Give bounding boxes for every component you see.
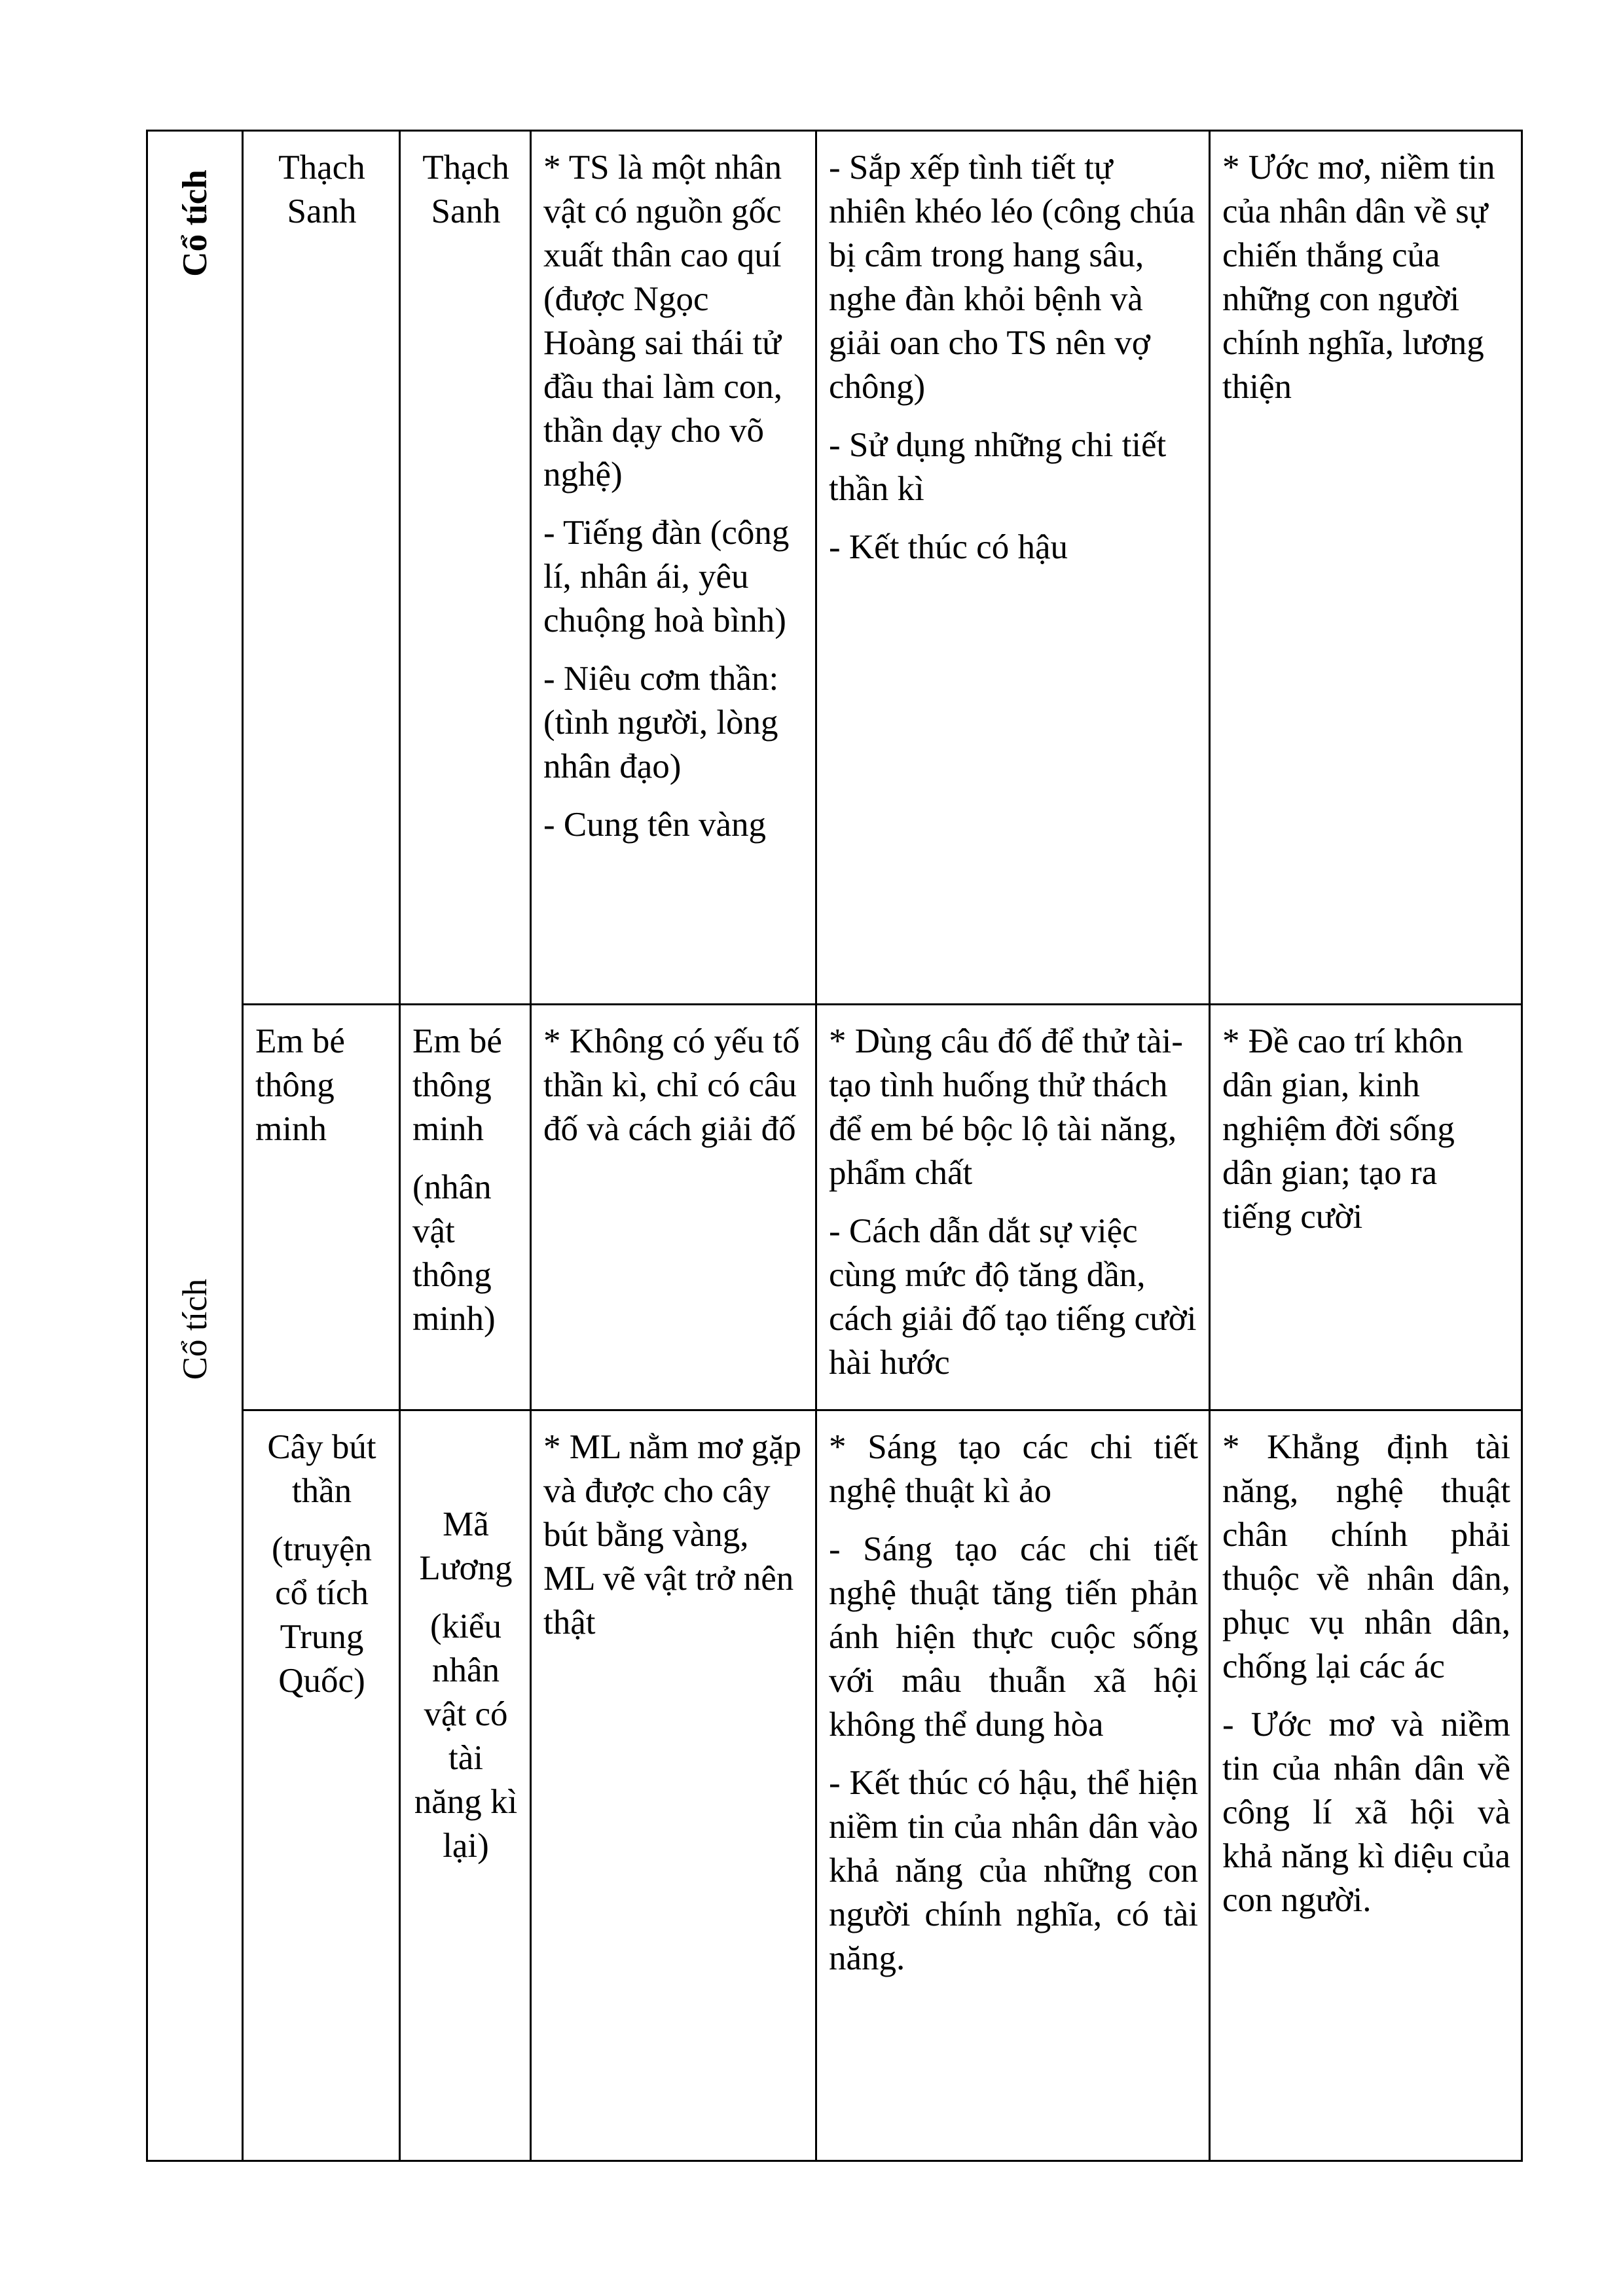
meaning-text: * Khẳng định tài năng, nghệ thuật chân chính phải thuộc về nhân dân, phục vụ nhân dân, chống lại các ác bbox=[1222, 1428, 1510, 1685]
details-cell bbox=[531, 131, 816, 1005]
character-note: (nhân vật thông minh) bbox=[412, 1168, 496, 1338]
character-cell bbox=[400, 1005, 531, 1410]
meaning-text: - Ước mơ và niềm tin của nhân dân về công lí xã hội và khả năng kì diệu của con người. bbox=[1222, 1706, 1510, 1919]
story-title: Em bé thông minh bbox=[255, 1022, 345, 1148]
art-text: - Sắp xếp tình tiết tự nhiên khéo léo (công chúa bị câm trong hang sâu, nghe đàn khỏi bệnh và giải oan cho TS nên vợ chông) bbox=[829, 149, 1195, 406]
meaning-text: * Đề cao trí khôn dân gian, kinh nghiệm đời sống dân gian; tạo ra tiếng cười bbox=[1222, 1022, 1463, 1236]
character-cell bbox=[400, 131, 531, 1005]
art-cell bbox=[816, 1005, 1210, 1410]
art-text: - Sáng tạo các chi tiết nghệ thuật tăng tiến phản ánh hiện thực cuộc sống với mâu thuẫn xã hội không thể dung hòa bbox=[829, 1530, 1198, 1744]
character-cell bbox=[400, 1410, 531, 2161]
literature-summary-table bbox=[146, 130, 1523, 2162]
story-title: Thạch Sanh bbox=[278, 149, 365, 230]
art-cell bbox=[816, 1410, 1210, 2161]
character-name: Mã Lương bbox=[419, 1505, 513, 1587]
genre-label: Cổ tích bbox=[175, 1278, 214, 1380]
story-title: Cây bút thần bbox=[267, 1428, 376, 1510]
genre-cell bbox=[147, 131, 243, 2161]
details-text: * ML nằm mơ gặp và được cho cây bút bằng vàng, ML vẽ vật trở nên thật bbox=[543, 1428, 802, 1641]
character-name: Em bé thông minh bbox=[412, 1022, 502, 1148]
details-text: - Niêu cơm thần: (tình người, lòng nhân đạo) bbox=[543, 660, 779, 785]
meaning-cell bbox=[1210, 1005, 1522, 1410]
story-note: (truyện cổ tích Trung Quốc) bbox=[271, 1530, 373, 1700]
art-cell bbox=[816, 131, 1210, 1005]
details-text: * Không có yếu tố thần kì, chỉ có câu đố và cách giải đố bbox=[543, 1022, 800, 1148]
table-row bbox=[147, 1410, 1522, 2161]
character-name: Thạch Sanh bbox=[422, 149, 509, 230]
art-text: - Sử dụng những chi tiết thần kì bbox=[829, 426, 1167, 508]
art-text: - Cách dẫn dắt sự việc cùng mức độ tăng dần, cách giải đố tạo tiếng cười hài hước bbox=[829, 1212, 1197, 1382]
art-text: * Dùng câu đố để thử tài- tạo tình huống thử thách để em bé bộc lộ tài năng, phẩm chất bbox=[829, 1022, 1183, 1192]
story-title-cell bbox=[243, 1410, 400, 2161]
character-note: (kiểu nhân vật có tài năng kì lại) bbox=[414, 1607, 518, 1865]
table-row bbox=[147, 1005, 1522, 1410]
genre-label-bold: Cổ tích bbox=[175, 170, 214, 277]
details-cell bbox=[531, 1410, 816, 2161]
meaning-cell bbox=[1210, 1410, 1522, 2161]
art-text: - Kết thúc có hậu, thể hiện niềm tin của nhân dân vào khả năng của những con người chính nghĩa, có tài năng. bbox=[829, 1764, 1198, 1977]
details-cell bbox=[531, 1005, 816, 1410]
details-text: - Tiếng đàn (công lí, nhân ái, yêu chuộng hoà bình) bbox=[543, 514, 790, 639]
meaning-cell bbox=[1210, 131, 1522, 1005]
details-text: * TS là một nhân vật có nguồn gốc xuất thân cao quí (được Ngọc Hoàng sai thái tử đầu thai làm con, thần dạy cho võ nghệ) bbox=[543, 149, 782, 493]
details-text: - Cung tên vàng bbox=[543, 806, 767, 844]
story-title-cell bbox=[243, 131, 400, 1005]
meaning-text: * Ước mơ, niềm tin của nhân dân về sự chiến thắng của những con người chính nghĩa, lương thiện bbox=[1222, 149, 1495, 406]
story-title-cell bbox=[243, 1005, 400, 1410]
table-row bbox=[147, 131, 1522, 1005]
art-text: - Kết thúc có hậu bbox=[829, 528, 1068, 566]
art-text: * Sáng tạo các chi tiết nghệ thuật kì ảo bbox=[829, 1428, 1198, 1510]
